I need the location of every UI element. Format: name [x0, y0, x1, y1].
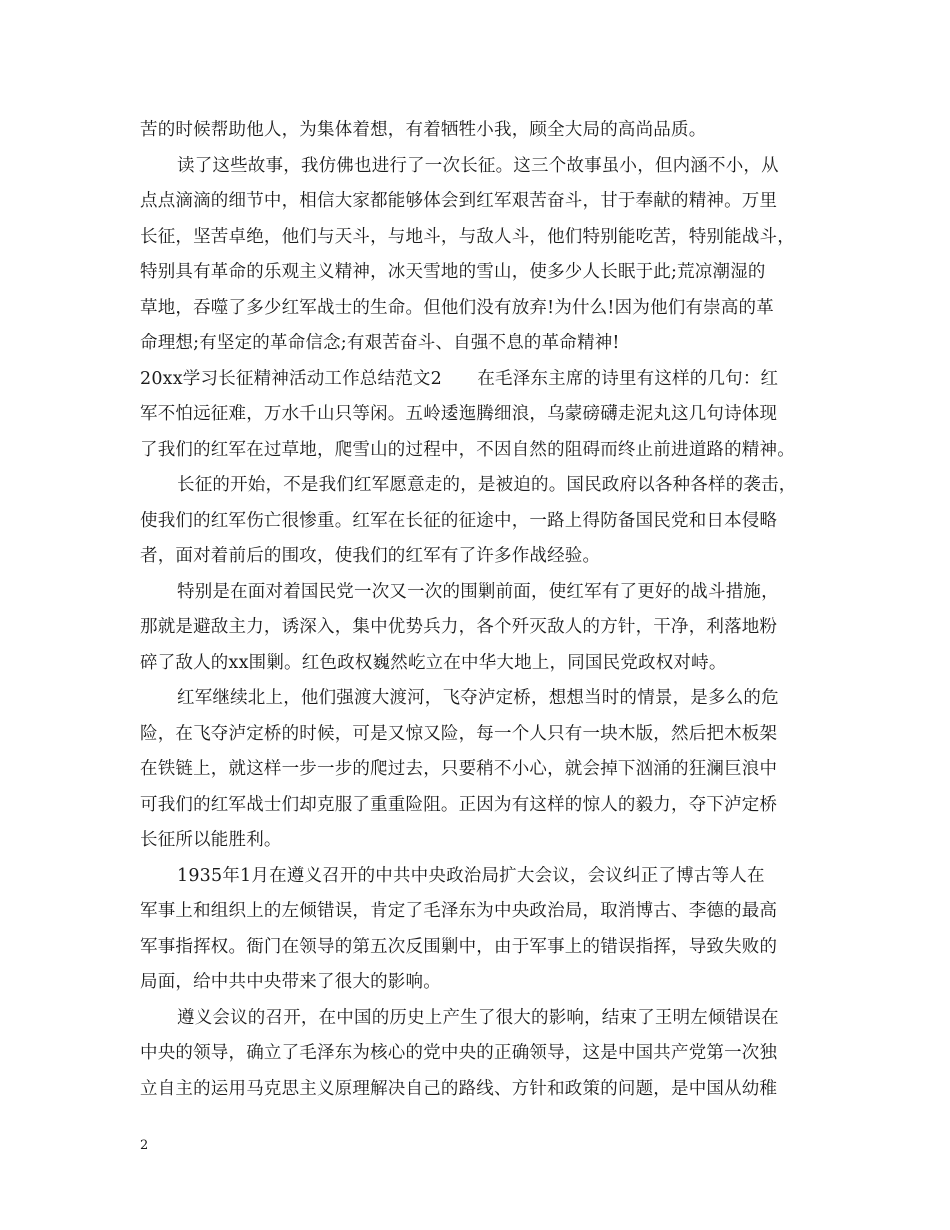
text-line: 者，面对着前后的围攻，使我们的红军有了许多作战经验。	[140, 546, 601, 566]
text-line: 那就是避敌主力，诱深入，集中优势兵力，各个歼灭敌人的方针，干净，利落地粉	[140, 617, 778, 637]
section-heading-line: 20xx学习长征精神活动工作总结范文2 在毛泽东主席的诗里有这样的几句：红	[140, 368, 779, 389]
text-line: 险，在飞夺泸定桥的时候，可是又惊又险，每一个人只有一块木版，然后把木板架	[140, 723, 778, 744]
text-line: 遵义会议的召开，在中国的历史上产生了很大的影响，结束了王明左倾错误在	[177, 1007, 779, 1028]
text-line: 军事指挥权。衙门在领导的第五次反围剿中，由于军事上的错误指挥，导致失败的	[140, 936, 778, 957]
text-line: 军不怕远征难，万水千山只等闲。五岭逶迤腾细浪，乌蒙磅礴走泥丸这几句诗体现	[140, 404, 778, 424]
text-line: 红军继续北上，他们强渡大渡河，飞夺泸定桥，想想当时的情景，是多么的危	[177, 688, 779, 708]
text-line: 了我们的红军在过草地，爬雪山的过程中，不因自然的阻碍而终止前进道路的精神。	[140, 439, 795, 460]
text-line: 命理想;有坚定的革命信念;有艰苦奋斗、自强不息的革命精神!	[140, 333, 620, 353]
text-line: 可我们的红军战士们却克服了重重险阻。正因为有这样的惊人的毅力，夺下泸定桥	[140, 794, 778, 815]
text-line: 1935年1月在遵义召开的中共中央政治局扩大会议，会议纠正了博古等人在	[177, 865, 765, 886]
text-line: 点点滴滴的细节中，相信大家都能够体会到红军艰苦奋斗，甘于奉献的精神。万里	[140, 191, 778, 211]
text-line: 局面，给中共中央带来了很大的影响。	[140, 972, 441, 992]
text-line: 碎了敌人的xx围剿。红色政权巍然屹立在中华大地上，同国民党政权对峙。	[140, 652, 727, 673]
text-line: 读了这些故事，我仿佛也进行了一次长征。这三个故事虽小，但内涵不小，从	[177, 155, 779, 176]
text-line: 在铁链上，就这样一步一步的爬过去，只要稍不小心，就会掉下汹涌的狂澜巨浪中	[140, 759, 778, 779]
text-line: 立自主的运用马克思主义原理解决自己的路线、方针和政策的问题，是中国从幼稚	[140, 1078, 778, 1099]
text-line: 长征所以能胜利。	[140, 830, 282, 850]
text-line: 特别具有革命的乐观主义精神，冰天雪地的雪山，使多少人长眠于此;荒凉潮湿的	[140, 262, 766, 282]
text-line: 中央的领导，确立了毛泽东为核心的党中央的正确领导，这是中国共产党第一次独	[140, 1043, 778, 1063]
document-body	[140, 113, 820, 1107]
text-line: 使我们的红军伤亡很惨重。红军在长征的征途中，一路上得防备国民党和日本侵略	[140, 510, 778, 531]
text-line: 草地，吞噬了多少红军战士的生命。但他们没有放弃!为什么!因为他们有崇高的革	[140, 297, 774, 318]
text-line: 军事上和组织上的左倾错误，肯定了毛泽东为中央政治局，取消博古、李德的最高	[140, 901, 778, 921]
text-line: 特别是在面对着国民党一次又一次的围剿前面，使红军有了更好的战斗措施，	[177, 581, 779, 602]
page-number: 2	[140, 1138, 149, 1153]
text-line: 长征的开始，不是我们红军愿意走的，是被迫的。国民政府以各种各样的袭击，	[177, 475, 797, 495]
text-line: 长征，坚苦卓绝，他们与天斗，与地斗，与敌人斗，他们特别能吃苦，特别能战斗，	[140, 226, 795, 247]
text-line: 苦的时候帮助他人，为集体着想，有着牺牲小我，顾全大局的高尚品质。	[140, 120, 707, 140]
